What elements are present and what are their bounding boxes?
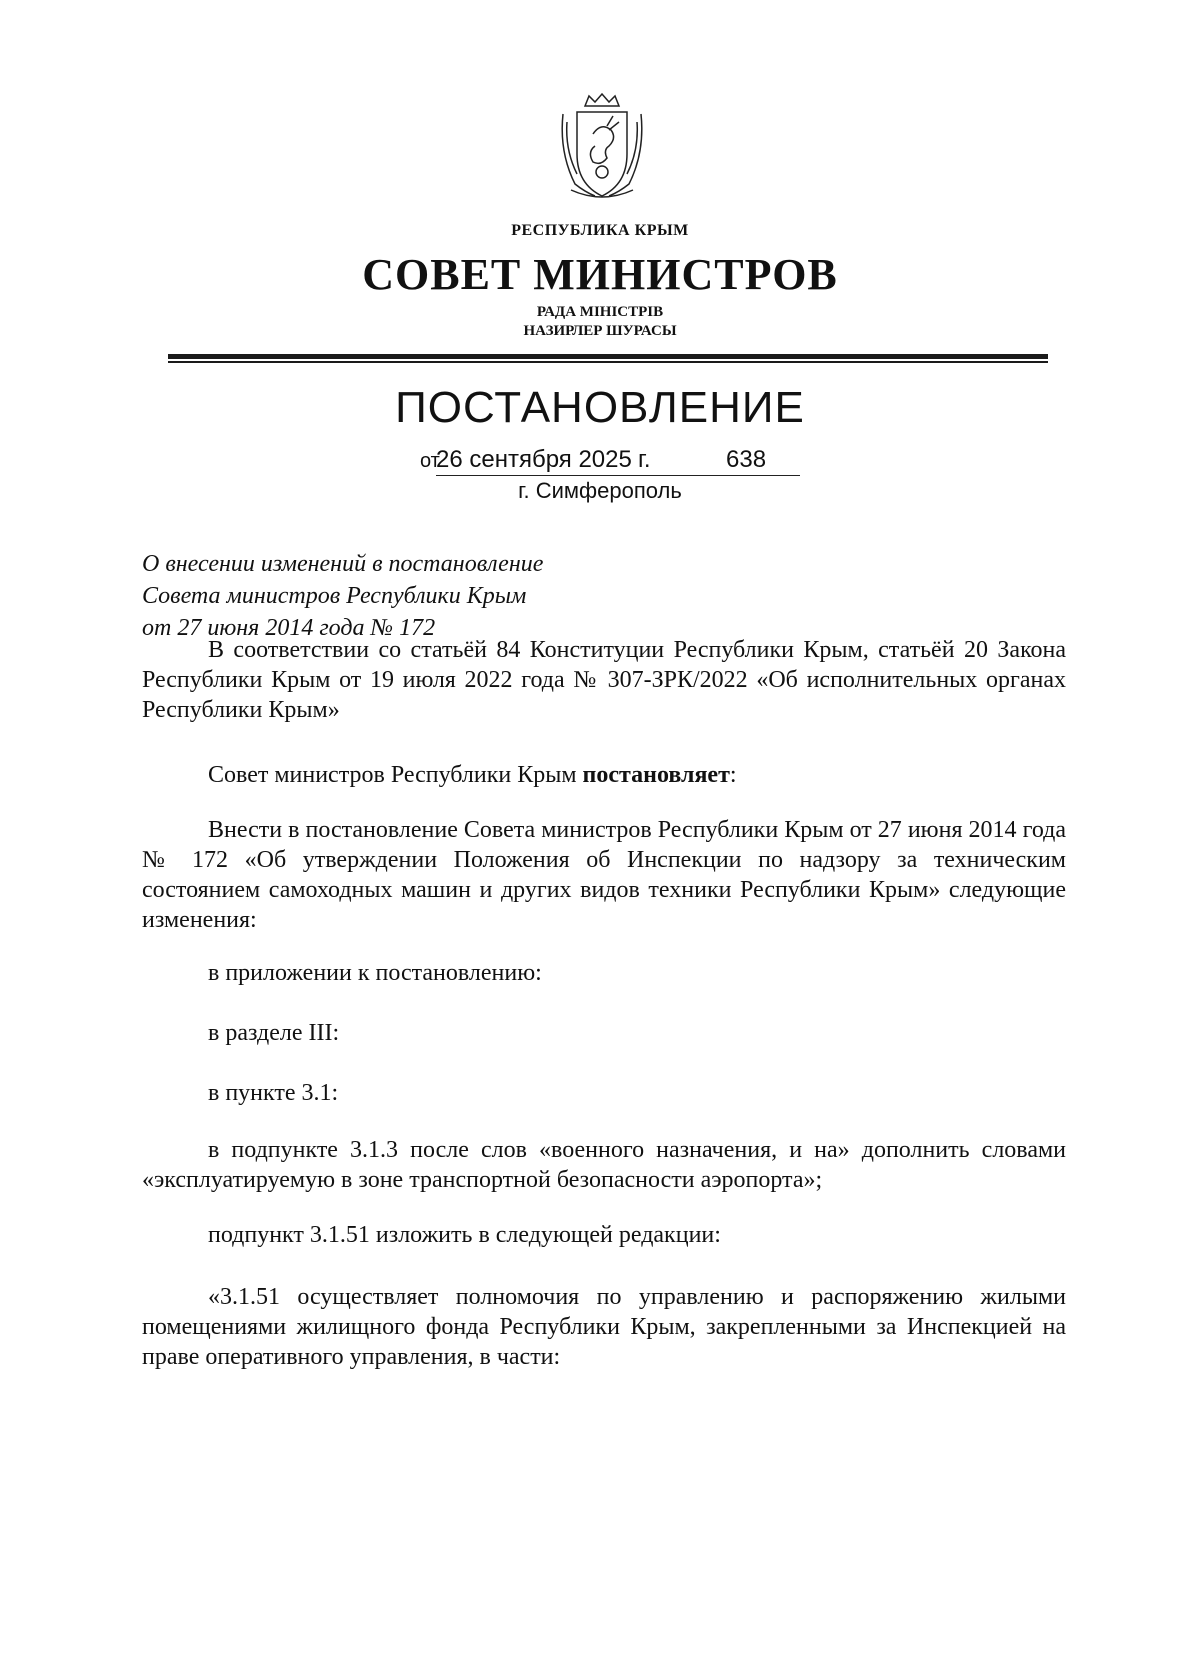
body-paragraph: в приложении к постановлению: [208, 960, 542, 986]
resolution-colon: : [729, 762, 737, 788]
amendment-paragraph: Внести в постановление Совета министров Республики Крым от 27 июня 2014 года № 172 «Об утверждении Положения об Инспекции по надзору за техническим состоянием самоходных машин и других видов техники Республики Крым» следующие изменения: [142, 817, 1066, 933]
republic-name: РЕСПУБЛИКА КРЫМ [511, 222, 689, 239]
council-name-crh: НАЗИРЛЕР ШУРАСЫ [523, 323, 677, 339]
subject-line: от 27 июня 2014 года № 172 [142, 615, 436, 641]
resolution-text: Совет министров Республики Крым [208, 762, 583, 788]
preamble-paragraph: В соответствии со статьёй 84 Конституции Республики Крым, статьёй 20 Закона Республики Крым от 19 июля 2022 года № 307-ЗРК/2022 «Об исполнительных органах Республики Крым» [142, 637, 1066, 723]
resolution-paragraph [142, 760, 1066, 790]
year-suffix: г. [638, 446, 651, 473]
body-paragraph: «3.1.51 осуществляет полномочия по управлению и распоряжению жилыми помещениями жилищного фонда Республики Крым, закрепленными за Инспекцией на праве оперативного управления, в части: [142, 1284, 1066, 1370]
council-name: СОВЕТ МИНИСТРОВ [362, 250, 838, 299]
date-prefix: от [420, 450, 440, 472]
document-type-title: ПОСТАНОВЛЕНИЕ [395, 383, 805, 432]
document-city: г. Симферополь [518, 478, 682, 503]
date-underline [436, 475, 800, 476]
body-paragraph: в разделе III: [208, 1020, 340, 1046]
date-number-line [420, 446, 820, 476]
document-subject [142, 548, 543, 644]
body-paragraph: в подпункте 3.1.3 после слов «военного назначения, и на» дополнить словами «эксплуатируемую в зоне транспортной безопасности аэропорта»; [142, 1137, 1066, 1193]
header-divider-thin [168, 361, 1048, 363]
document-date: 26 сентября 2025 [436, 446, 632, 473]
body-paragraph: подпункт 3.1.51 изложить в следующей редакции: [208, 1222, 721, 1248]
coat-of-arms-icon [555, 92, 649, 202]
resolution-verb: постановляет [582, 762, 730, 788]
subject-line: Совета министров Республики Крым [142, 583, 527, 609]
council-name-ua: РАДА МІНІСТРІВ [536, 304, 664, 320]
document-number: 638 [726, 446, 767, 473]
subject-line: О внесении изменений в постановление [142, 551, 544, 577]
body-paragraph: в пункте 3.1: [208, 1080, 339, 1106]
header-divider-thick [168, 354, 1048, 359]
